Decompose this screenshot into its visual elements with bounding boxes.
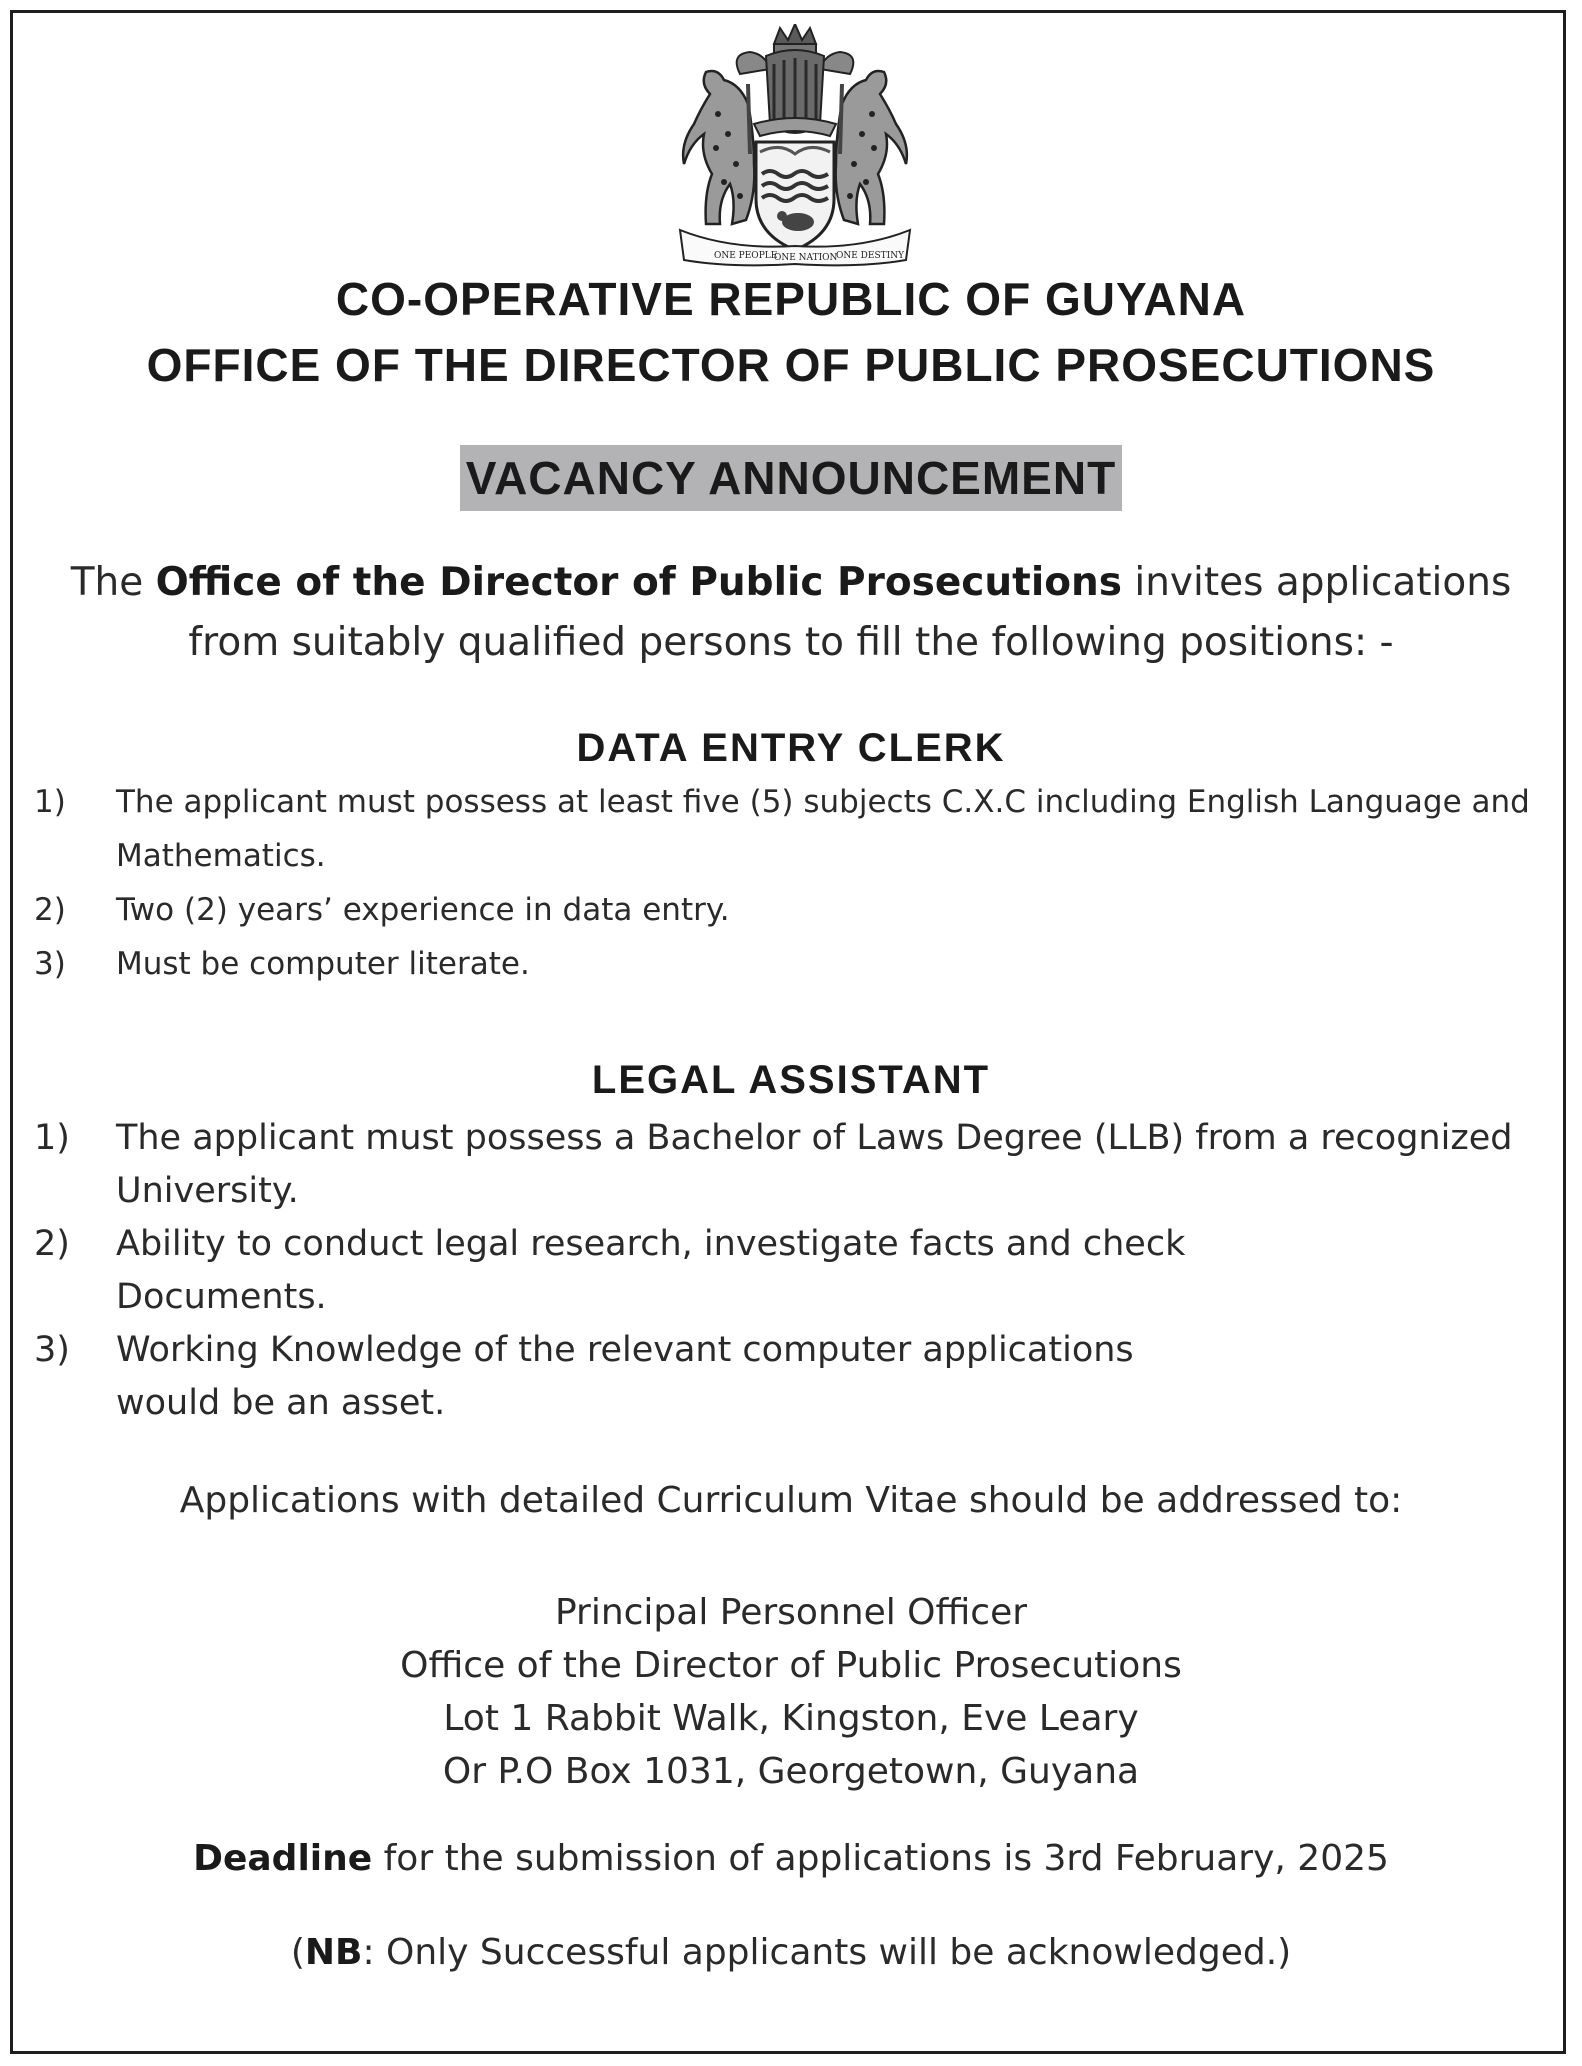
intro-prefix: The: [70, 560, 156, 605]
announcement-banner: [0, 445, 1582, 511]
item-text: Two (2) years’ experience in data entry.: [116, 892, 730, 928]
item-number: 1): [34, 784, 66, 820]
intro-office-name: Office of the Director of Public Prosecutions: [155, 560, 1122, 605]
coat-of-arms-icon: [670, 24, 920, 268]
address-line: Lot 1 Rabbit Walk, Kingston, Eve Leary: [443, 1698, 1139, 1739]
address-line: Principal Personnel Officer: [554, 1592, 1028, 1633]
item-number: 3): [34, 946, 66, 982]
note-text: : Only Successful applicants will be acknowledged.): [362, 1932, 1292, 1973]
note-label: NB: [304, 1932, 363, 1973]
item-number: 1): [34, 1118, 70, 1158]
item-text: The applicant must possess at least five (5) subjects C.X.C including English Language and Mathematics.: [116, 784, 1530, 874]
item-text: The applicant must possess a Bachelor of Laws Degree (LLB) from a recognized University.: [116, 1118, 1513, 1211]
intro-suffix: invites applications from suitably qualified persons to fill the following positions: -: [188, 560, 1512, 665]
motto-one-people: ONE PEOPLE: [714, 251, 778, 261]
item-text: Must be computer literate.: [116, 946, 530, 982]
position-title-data-entry-clerk: DATA ENTRY CLERK: [576, 726, 1006, 770]
deadline-text: for the submission of applications is 3rd February, 2025: [372, 1838, 1389, 1879]
deadline-line: [0, 1838, 1582, 1879]
list-item: [34, 1218, 1202, 1324]
note-open: (: [290, 1932, 305, 1973]
country-heading: CO-OPERATIVE REPUBLIC OF GUYANA: [335, 273, 1247, 325]
application-instruction: Applications with detailed Curriculum Vitae should be addressed to:: [179, 1480, 1403, 1521]
list-item: [34, 1324, 1202, 1430]
motto-one-destiny: ONE DESTINY: [836, 251, 905, 261]
item-text: Working Knowledge of the relevant computer applications would be an asset.: [116, 1330, 1134, 1423]
list-item: [34, 1112, 1562, 1218]
address-line: Or P.O Box 1031, Georgetown, Guyana: [442, 1751, 1140, 1792]
item-number: 3): [34, 1330, 70, 1370]
item-text: Ability to conduct legal research, investigate facts and check Documents.: [116, 1224, 1186, 1317]
item-number: 2): [34, 892, 66, 928]
intro-paragraph: [40, 553, 1542, 673]
mailing-address: [0, 1586, 1582, 1798]
address-line: Office of the Director of Public Prosecutions: [400, 1645, 1182, 1686]
office-heading: OFFICE OF THE DIRECTOR OF PUBLIC PROSECUTIONS: [146, 339, 1436, 391]
deadline-label: Deadline: [193, 1838, 373, 1879]
announcement-title: VACANCY ANNOUNCEMENT: [460, 445, 1122, 511]
motto-one-nation: ONE NATION: [774, 253, 838, 263]
item-number: 2): [34, 1224, 70, 1264]
list-item: [34, 883, 1552, 937]
requirements-list-data-entry-clerk: [34, 775, 1552, 991]
note-line: [0, 1932, 1582, 1973]
position-title-legal-assistant: LEGAL ASSISTANT: [591, 1058, 991, 1102]
requirements-list-legal-assistant: [34, 1112, 1513, 1430]
list-item: [34, 775, 1552, 883]
list-item: [34, 937, 1552, 991]
